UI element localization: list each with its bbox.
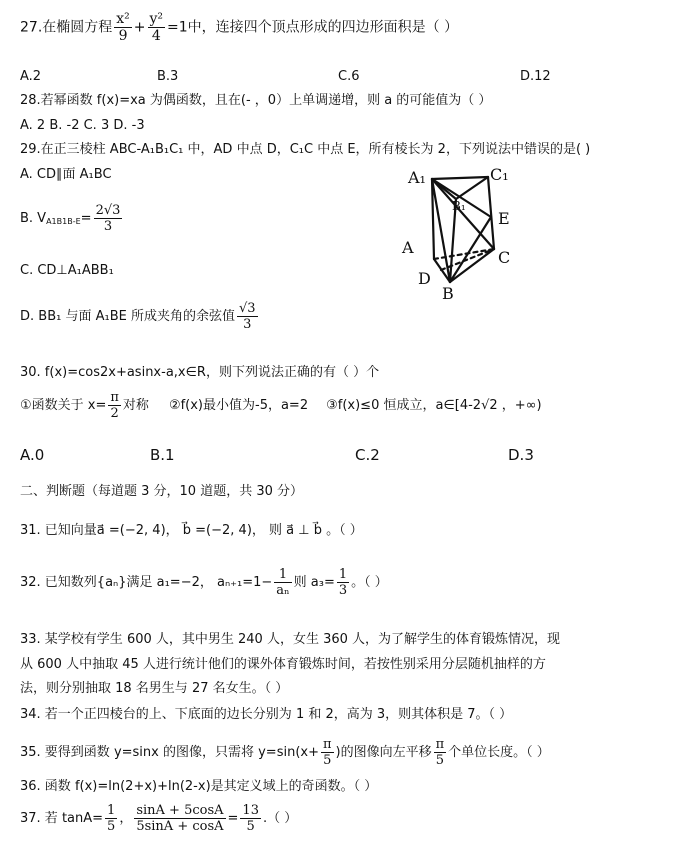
- frac-den: aₙ: [276, 583, 290, 598]
- q29-frac-d: [237, 302, 258, 331]
- frac-num: sinA + 5cosA: [136, 803, 224, 818]
- q32-tail: 。（ ）: [351, 575, 388, 590]
- label-a: A: [402, 238, 414, 257]
- q27-head: 27.在椭圆方程: [20, 19, 113, 36]
- label-b: B: [442, 284, 454, 302]
- q35-frac-2: [434, 738, 447, 767]
- q32-head: 32. 已知数列{aₙ}满足 a₁=−2， aₙ₊₁=1−: [20, 575, 273, 590]
- q32-text: [20, 568, 388, 597]
- q35-frac-1: [321, 738, 334, 767]
- edge-ac-hidden: [434, 249, 494, 259]
- q37-frac-3: [240, 804, 261, 833]
- q27-frac-x: [114, 12, 132, 43]
- q29-option-b: [20, 204, 124, 233]
- label-c1: C₁: [490, 165, 509, 184]
- label-a1: A₁: [408, 168, 426, 187]
- q30-frac: [108, 391, 121, 420]
- frac-den: 9: [118, 28, 128, 44]
- frac-num: 2√3: [95, 203, 121, 218]
- label-b1: B₁: [452, 199, 466, 213]
- q35-head: 35. 要得到函数 y=sinx 的图像，只需将 y=sin(x+: [20, 745, 319, 760]
- q37-text: [20, 804, 297, 833]
- q27-frac-y: [148, 12, 166, 43]
- frac-den: 3: [103, 219, 113, 234]
- q37-tail: .（ ）: [262, 811, 298, 826]
- q37-frac-2: [134, 804, 225, 833]
- q28-stem: 28.若幂函数 f(x)=xa 为偶函数，且在(- ，0）上单调递增，则 a 的可能值为（ ）: [20, 93, 492, 108]
- frac-den: 3: [243, 317, 252, 332]
- q29-option-d: [20, 302, 260, 331]
- q30-option-c: C.2: [355, 446, 380, 464]
- statement-3: ③f(x)≤0 恒成立，a∈[4-2√2 ，+∞): [326, 398, 542, 413]
- prism-figure: [398, 162, 538, 302]
- frac-num: π: [435, 737, 445, 752]
- line-a1b: [432, 179, 450, 282]
- q35-tail: 个单位长度。（ ）: [448, 745, 550, 760]
- q27-option-a: A.2: [20, 69, 42, 84]
- equals-sign: =: [80, 211, 92, 226]
- q27-option-d: D.12: [520, 69, 551, 84]
- q37-frac-1: [105, 804, 117, 833]
- frac-den: 3: [338, 583, 348, 598]
- frac-den: 5: [107, 819, 116, 834]
- edge-b1c1: [456, 177, 488, 199]
- label-d: D: [418, 269, 431, 288]
- q35-text: [20, 738, 550, 767]
- line-cd-hidden: [441, 249, 494, 270]
- frac-num: 1: [338, 567, 348, 582]
- q29-frac-b: [94, 204, 123, 233]
- frac-den: 5: [435, 753, 445, 768]
- edge-a1c1: [432, 177, 488, 179]
- q28-options: A. 2 B. -2 C. 3 D. -3: [20, 118, 145, 133]
- statement-1-tail: 对称: [122, 398, 149, 413]
- frac-num: 13: [242, 803, 259, 818]
- edge-bc: [450, 249, 494, 282]
- label-e: E: [498, 209, 510, 228]
- frac-num: y²: [149, 11, 164, 27]
- option-label: B. V: [20, 211, 47, 226]
- q33-line3: 法，则分别抽取 18 名男生与 27 名女生。（ ）: [20, 681, 289, 696]
- frac-num: 1: [107, 803, 116, 818]
- q30-option-d: D.3: [508, 446, 534, 464]
- q31-text: 31. 已知向量a⃗ =(−2, 4)， b⃗ =(−2, 4)， 则 a⃗ ⊥ b⃗ 。（ ）: [20, 523, 363, 538]
- frac-den: 2: [110, 406, 119, 421]
- frac-num: π: [110, 390, 119, 405]
- frac-den: 4: [151, 28, 161, 44]
- statement-1: ①函数关于 x=: [20, 398, 107, 413]
- equals-sign: =: [227, 811, 239, 826]
- q32-frac-1: [274, 568, 291, 597]
- label-c: C: [498, 248, 511, 267]
- q32-mid: 则 a₃=: [293, 575, 335, 590]
- plus-sign: +: [133, 19, 146, 36]
- q29-option-c: C. CD⊥A₁ABB₁: [20, 263, 114, 278]
- frac-num: 1: [274, 568, 291, 583]
- q32-frac-2: [337, 568, 349, 597]
- q27-option-b: B.3: [157, 69, 179, 84]
- q27-stem: [20, 12, 458, 43]
- q29-stem: 29.在正三棱柱 ABC-A₁B₁C₁ 中，AD 中点 D，C₁C 中点 E，所有棱长为 2，下列说法中错误的是( ): [20, 142, 591, 157]
- q33-line1: 33. 某学校有学生 600 人，其中男生 240 人，女生 360 人，为了解学生的体育锻炼情况，现: [20, 632, 561, 647]
- q27-tail: =1中，连接四个顶点形成的四边形面积是（ ）: [167, 19, 459, 36]
- frac-num: x²: [116, 11, 130, 27]
- q36-text: 36. 函数 f(x)=ln(2+x)+ln(2-x)是其定义域上的奇函数。（ ）: [20, 779, 378, 794]
- frac-den: 5: [246, 819, 255, 834]
- q33-line2: 从 600 人中抽取 45 人进行统计他们的课外体育锻炼时间，若按性别采用分层随机抽样的方: [20, 657, 546, 672]
- q37-head: 37. 若 tanA=: [20, 811, 104, 826]
- comma: ，: [119, 811, 133, 826]
- q30-option-a: A.0: [20, 446, 45, 464]
- frac-num: π: [322, 737, 332, 752]
- option-label: D. BB₁ 与面 A₁BE 所成夹角的余弦值: [20, 309, 235, 324]
- statement-2: ②f(x)最小值为-5，a=2: [168, 398, 309, 413]
- edge-c1c: [488, 177, 494, 249]
- q30-stem: 30. f(x)=cos2x+asinx-a,x∈R，则下列说法正确的有（ ）个: [20, 365, 380, 380]
- frac-den: 5: [323, 753, 332, 768]
- q30-option-b: B.1: [150, 446, 175, 464]
- q29-option-a: A. CD∥面 A₁BC: [20, 167, 112, 182]
- section2-title: 二、判断题（每道题 3 分，10 道题，共 30 分）: [20, 484, 304, 499]
- frac-num: √3: [238, 301, 256, 316]
- volume-subscript: A1B1B-E: [46, 217, 81, 226]
- q34-text: 34. 若一个正四棱台的上、下底面的边长分别为 1 和 2，高为 3，则其体积是 7。（ ）: [20, 707, 513, 722]
- q35-mid: )的图像向左平移: [335, 745, 432, 760]
- q27-option-c: C.6: [338, 69, 360, 84]
- q30-statements: [20, 391, 542, 420]
- frac-den: 5sinA + cosA: [136, 819, 224, 834]
